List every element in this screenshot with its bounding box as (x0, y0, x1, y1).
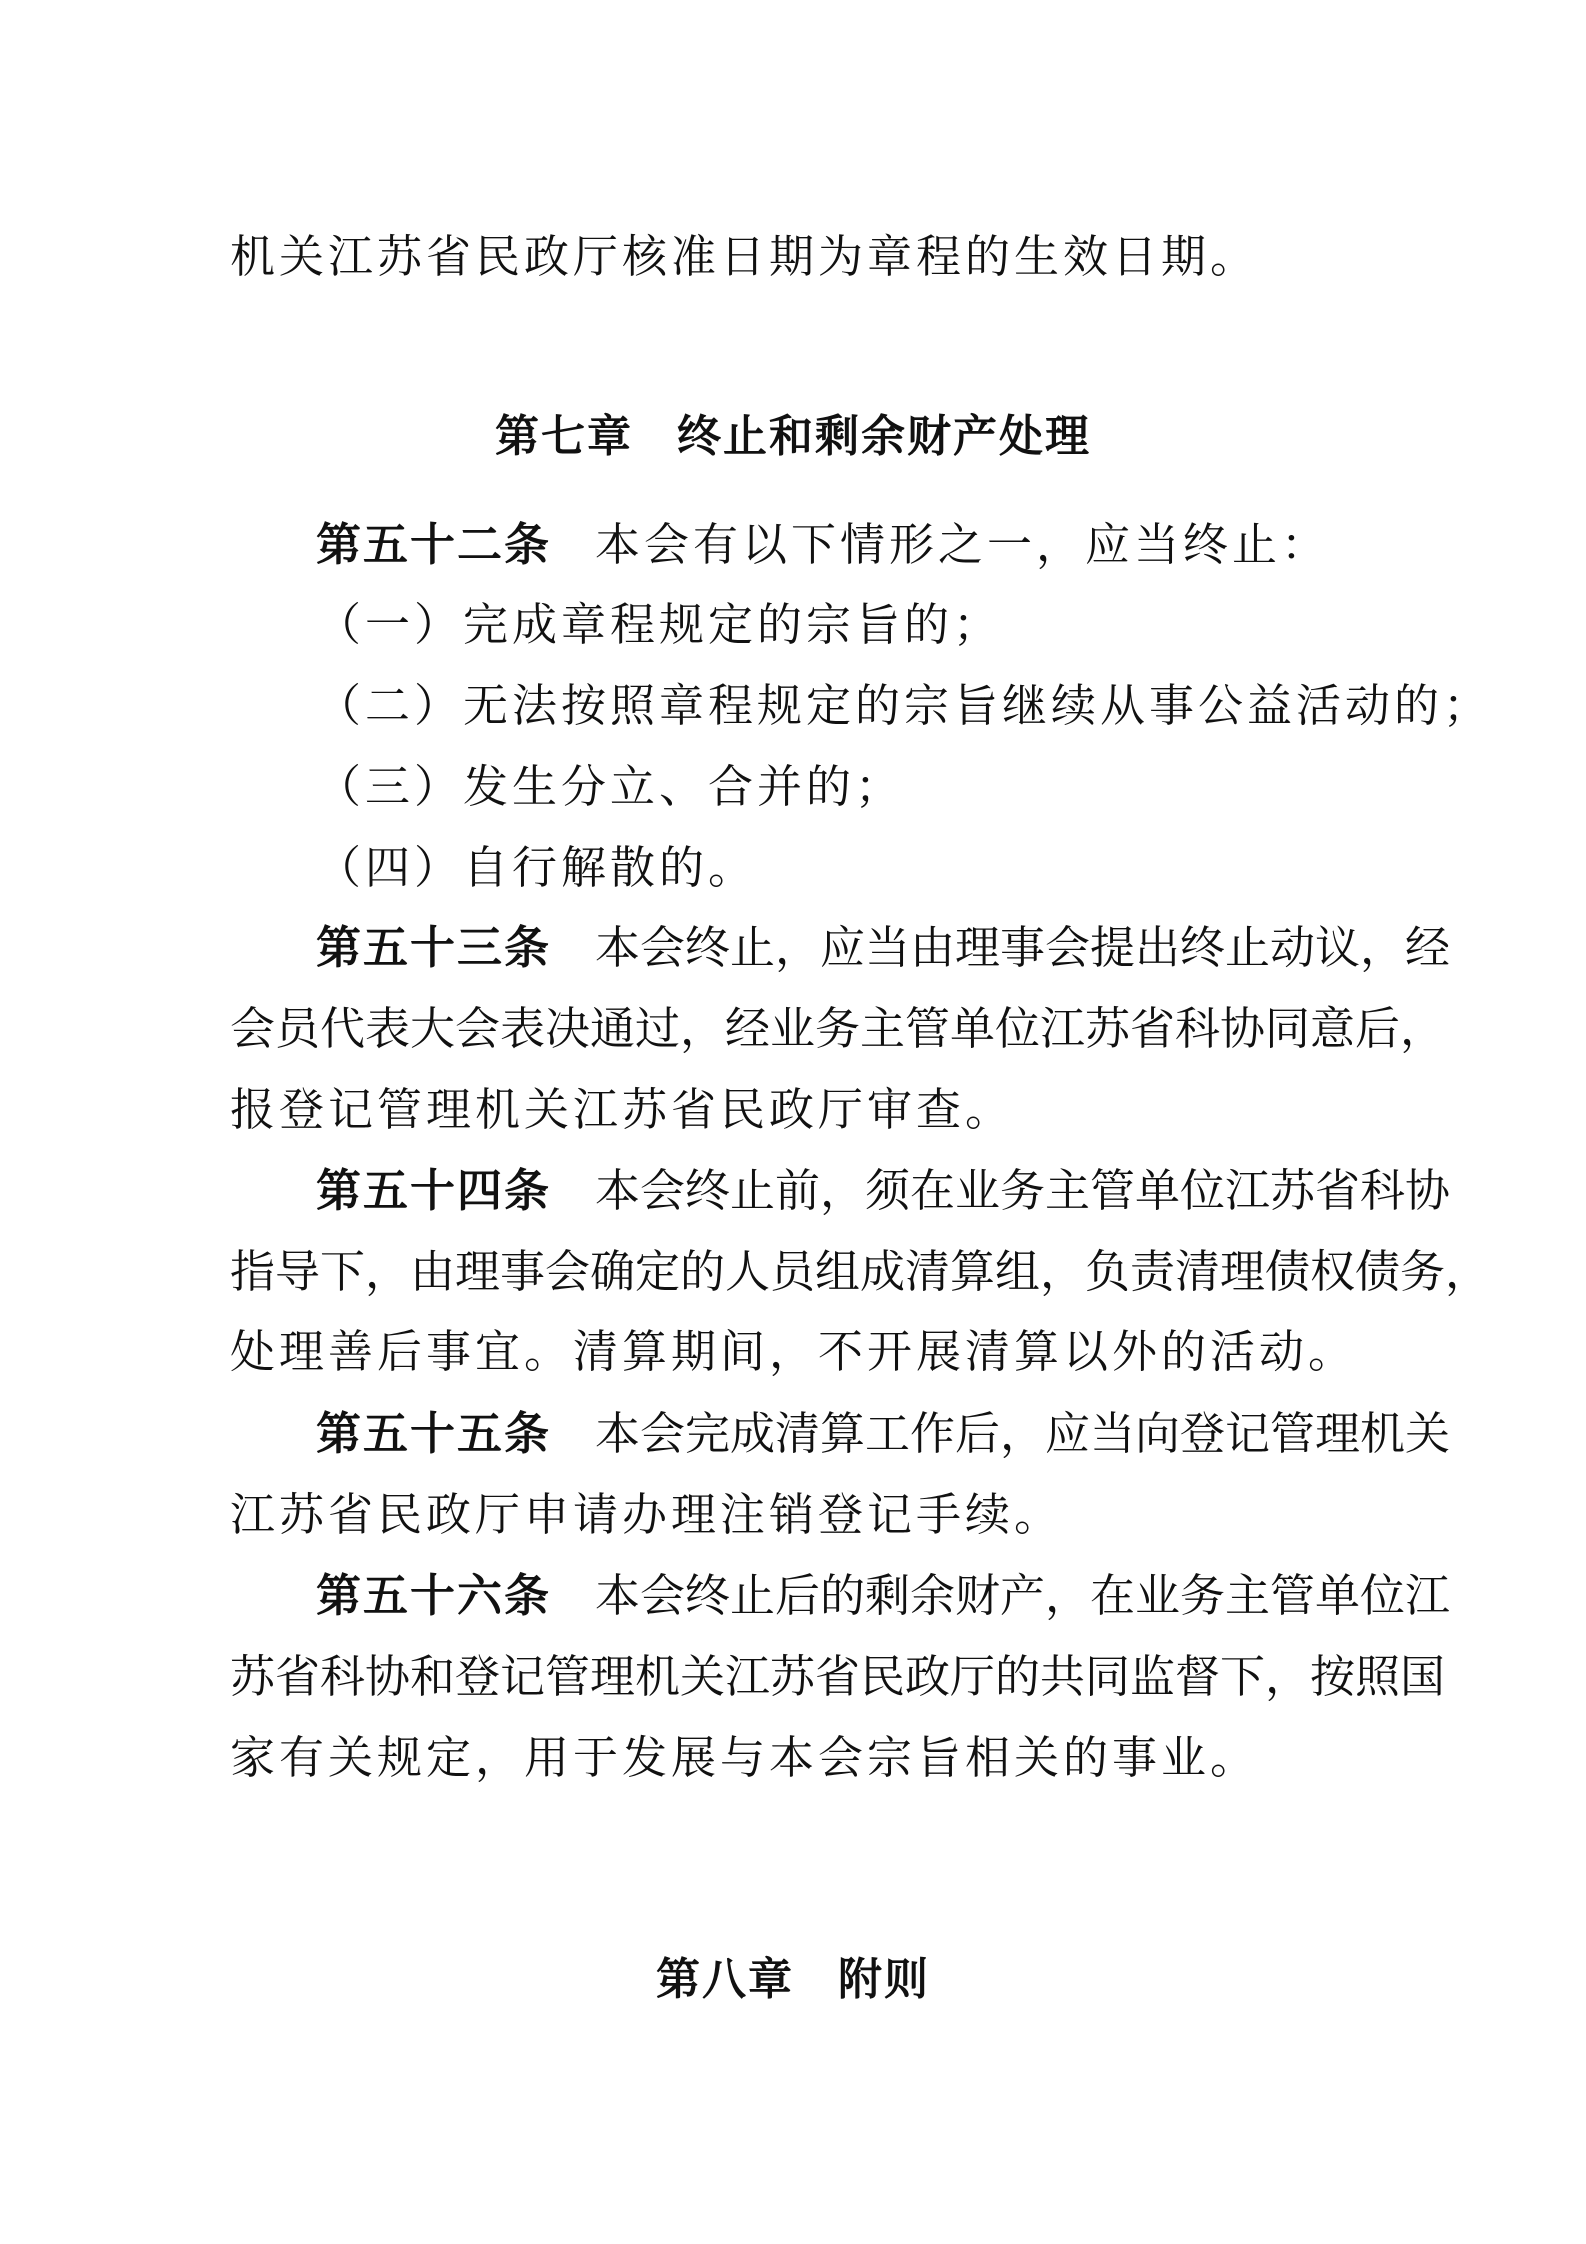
chapter-8-title: 附则 (838, 1954, 930, 2005)
article-52-item-2: （二）无法按照章程规定的宗旨继续从事公益活动的； (316, 679, 1493, 732)
article-56-text-2: 苏省科协和登记管理机关江苏省民政厅的共同监督下，按照国 (230, 1650, 1446, 1703)
article-55-first-line (316, 1404, 1451, 1464)
article-53-text-1: 本会终止，应当由理事会提出终止动议，经 (595, 921, 1451, 974)
article-52-item-3: （三）发生分立、合并的； (316, 760, 905, 813)
article-52-item-1: （一）完成章程规定的宗旨的； (316, 598, 1003, 651)
chapter-7-heading (0, 407, 1586, 467)
article-53-first-line (316, 918, 1451, 978)
article-56-text-1: 本会终止后的剩余财产，在业务主管单位江 (595, 1569, 1451, 1622)
article-55-text-2: 江苏省民政厅申请办理注销登记手续。 (230, 1488, 1064, 1541)
chapter-8-number: 第八章 (656, 1954, 794, 2005)
continuation-line: 机关江苏省民政厅核准日期为章程的生效日期。 (230, 230, 1260, 283)
chapter-8-heading (0, 1950, 1586, 2010)
article-54-label: 第五十四条 (316, 1164, 552, 1217)
article-52-item-4: （四）自行解散的。 (316, 841, 758, 894)
article-54-text-3: 处理善后事宜。清算期间，不开展清算以外的活动。 (230, 1325, 1358, 1378)
article-53-text-3: 报登记管理机关江苏省民政厅审查。 (230, 1083, 1015, 1136)
article-56-label: 第五十六条 (316, 1569, 552, 1622)
article-56-text-3: 家有关规定，用于发展与本会宗旨相关的事业。 (230, 1731, 1260, 1784)
article-55-label: 第五十五条 (316, 1407, 552, 1460)
article-52-label: 第五十二条 (316, 518, 552, 571)
article-53-text-2: 会员代表大会表决通过，经业务主管单位江苏省科协同意后， (230, 1002, 1446, 1055)
article-52-first-line (316, 515, 1360, 575)
article-55-text-1: 本会完成清算工作后，应当向登记管理机关 (595, 1407, 1451, 1460)
chapter-7-number: 第七章 (495, 411, 633, 462)
article-54-text-1: 本会终止前，须在业务主管单位江苏省科协 (595, 1164, 1451, 1217)
article-56-first-line (316, 1566, 1451, 1626)
article-54-first-line (316, 1161, 1451, 1221)
chapter-7-title: 终止和剩余财产处理 (677, 411, 1091, 462)
article-52-text: 本会有以下情形之一，应当终止： (595, 518, 1331, 571)
article-53-label: 第五十三条 (316, 921, 552, 974)
article-54-text-2: 指导下，由理事会确定的人员组成清算组，负责清理债权债务， (230, 1245, 1491, 1298)
